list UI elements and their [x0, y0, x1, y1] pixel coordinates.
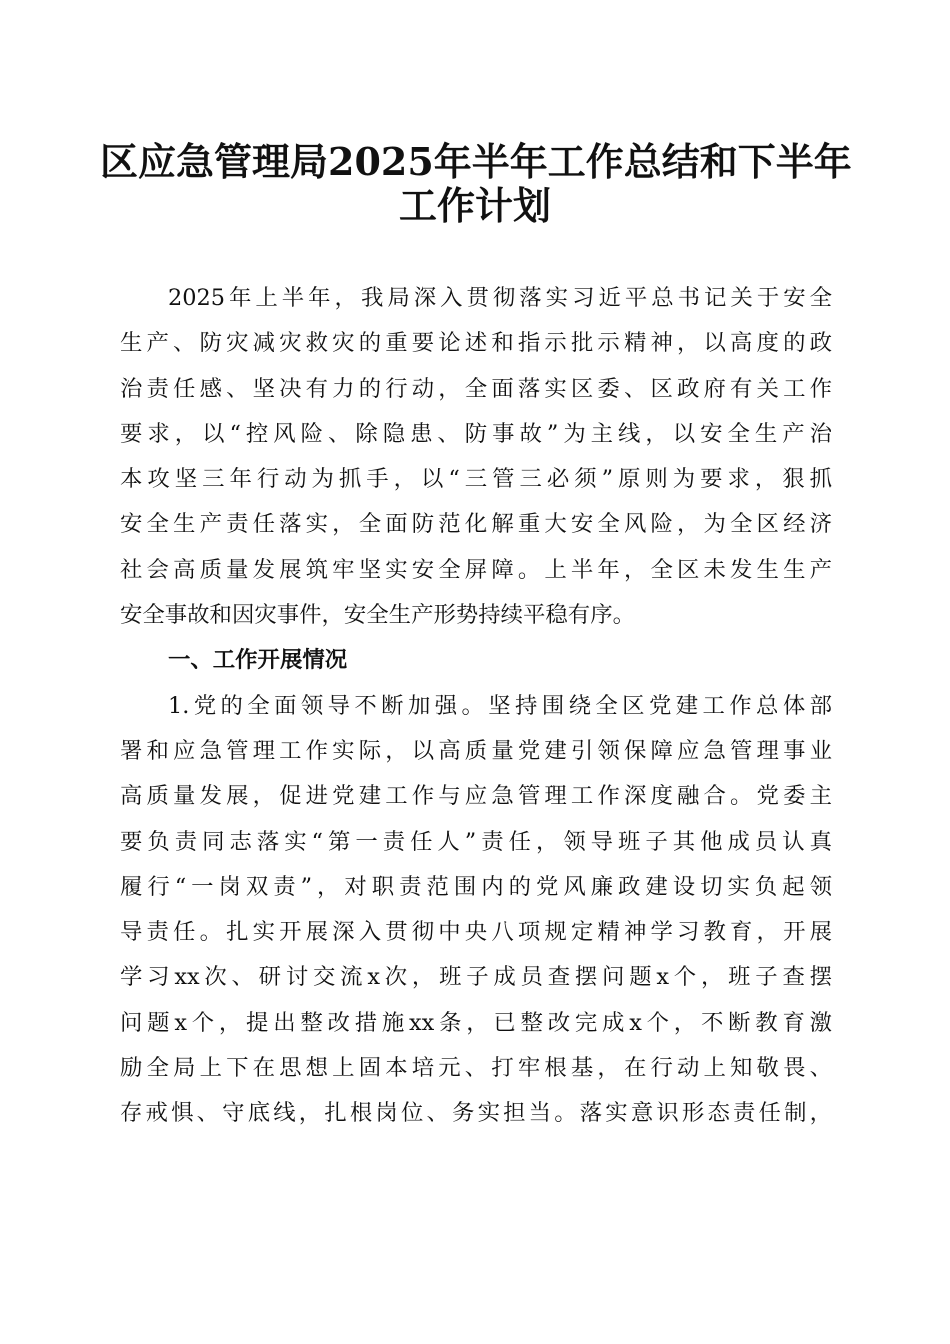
paragraph-line: 履行“一岗双责”，对职责范围内的党风廉政建设切实负起领 — [120, 873, 832, 900]
document-body — [120, 276, 832, 1137]
document-title-line-1: 区应急管理局2025年半年工作总结和下半年 — [100, 139, 852, 184]
intro-line: 生产、防灾减灾救灾的重要论述和指示批示精神，以高度的政 — [120, 330, 832, 357]
intro-line: 本攻坚三年行动为抓手，以“三管三必须”原则为要求，狠抓 — [120, 466, 832, 493]
section-heading: 一、工作开展情况 — [168, 647, 348, 674]
document-title-line-2: 工作计划 — [398, 183, 551, 228]
intro-line: 安全生产责任落实，全面防范化解重大安全风险，为全区经济 — [120, 511, 832, 538]
paragraph-line: 学习xx次、研讨交流x次，班子成员查摆问题x个，班子查摆 — [120, 964, 832, 991]
paragraph-line: 问题x个，提出整改措施xx条，已整改完成x个，不断教育激 — [120, 1009, 832, 1036]
paragraph-line: 高质量发展，促进党建工作与应急管理工作深度融合。党委主 — [120, 783, 832, 810]
paragraph-line: 1.党的全面领导不断加强。坚持围绕全区党建工作总体部 — [168, 692, 832, 719]
paragraph-line: 导责任。扎实开展深入贯彻中央八项规定精神学习教育，开展 — [120, 919, 832, 946]
intro-line: 治责任感、坚决有力的行动，全面落实区委、区政府有关工作 — [120, 375, 832, 402]
intro-line: 要求，以“控风险、除隐患、防事故”为主线，以安全生产治 — [120, 420, 832, 447]
paragraph-line: 存戒惧、守底线，扎根岗位、务实担当。落实意识形态责任制， — [120, 1100, 832, 1127]
paragraph-line: 署和应急管理工作实际，以高质量党建引领保障应急管理事业 — [120, 737, 832, 764]
intro-line: 安全事故和因灾事件，安全生产形势持续平稳有序。 — [120, 602, 635, 629]
intro-line: 社会高质量发展筑牢坚实安全屏障。上半年，全区未发生生产 — [120, 556, 832, 583]
paragraph-line: 要负责同志落实“第一责任人”责任，领导班子其他成员认真 — [120, 828, 832, 855]
paragraph-line: 励全局上下在思想上固本培元、打牢根基，在行动上知敬畏、 — [120, 1055, 832, 1082]
intro-line: 2025年上半年，我局深入贯彻落实习近平总书记关于安全 — [168, 285, 832, 311]
